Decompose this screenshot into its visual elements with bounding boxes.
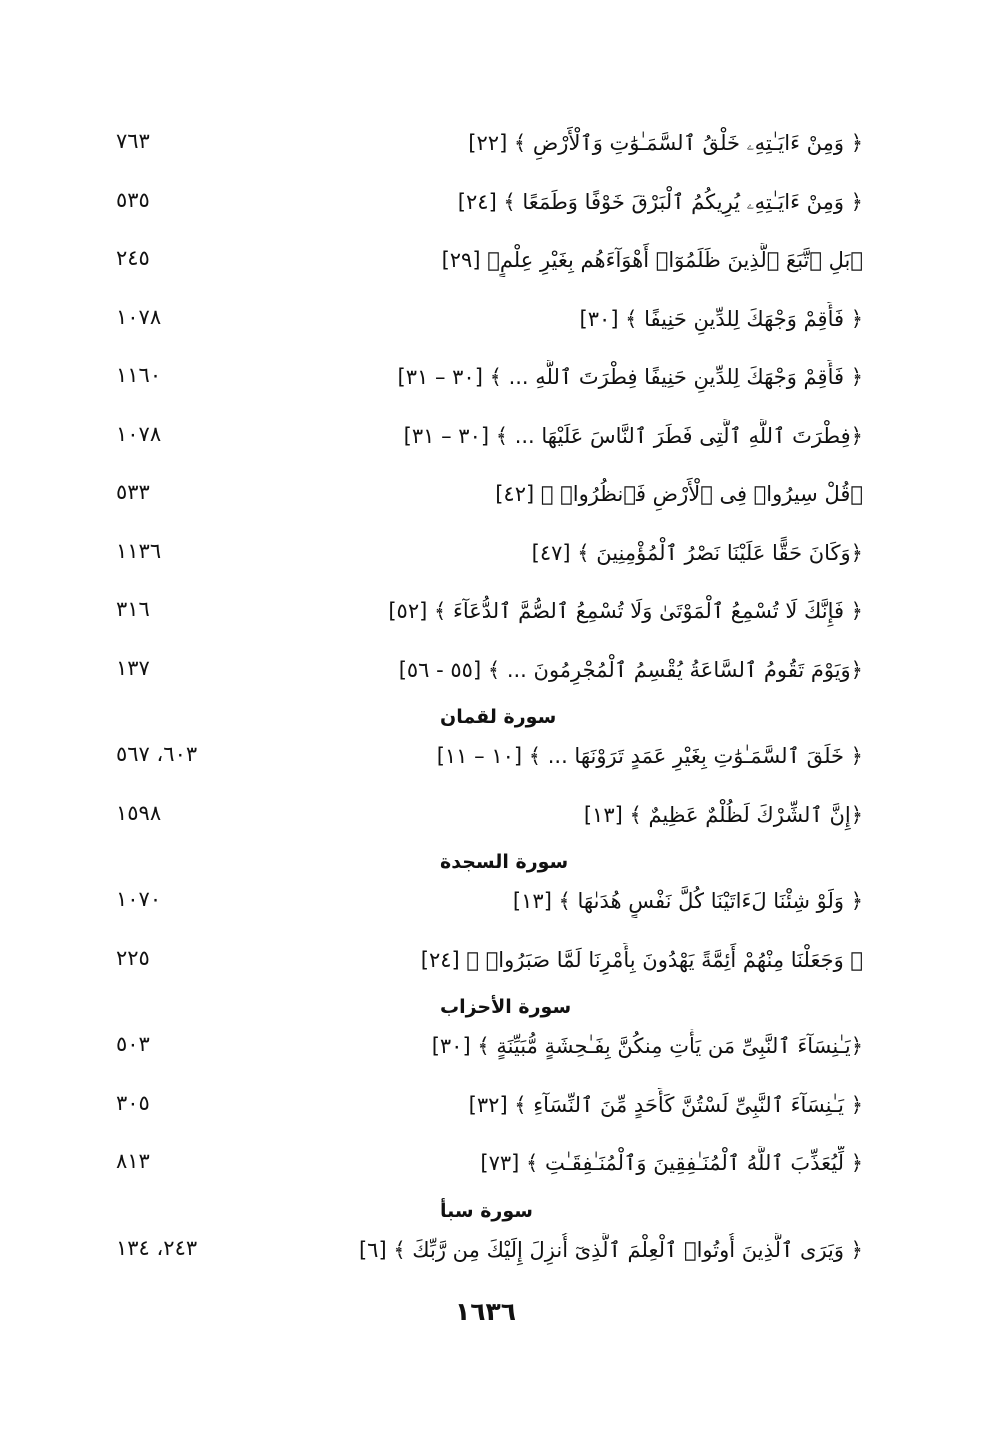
index-entry — [0, 1225, 985, 1284]
surah-heading — [0, 703, 985, 731]
verse-text: ﴿ يَـٰنِسَآءَ ٱلنَّبِىِّ لَسْتُنَّ كَأَحَدٍ مِّنَ ٱلنِّسَآءِ ﴾ [٣٢] — [468, 1092, 863, 1117]
verse-text: ﴿قُلْ سِيرُوا۟ فِى ٱلْأَرْضِ فَٱنظُرُوا۟ ﴾ [٤٢] — [495, 482, 863, 506]
verse-text: ﴿يَـٰنِسَآءَ ٱلنَّبِىِّ مَن يَأْتِ مِنكُنَّ بِفَـٰحِشَةٍ مُّبَيِّنَةٍ ﴾ [٣٠] — [431, 1034, 863, 1058]
verse-text: ﴿بَلِ ٱتَّبَعَ ٱلَّذِينَ ظَلَمُوٓا۟ أَهْوَآءَهُم بِغَيْرِ عِلْمٍ﴾ [٢٩] — [441, 248, 863, 272]
verse-index-list — [0, 118, 985, 1283]
index-entry — [0, 935, 985, 994]
page-reference: ٥٣٥ — [116, 187, 150, 212]
verse-text: ﴿وَيَوْمَ تَقُومُ ٱلسَّاعَةُ يُقْسِمُ ٱلْمُجْرِمُونَ ... ﴾ [٥٥ - ٥٦] — [398, 657, 863, 682]
index-entry — [0, 528, 985, 587]
index-entry — [0, 1138, 985, 1197]
surah-heading — [0, 848, 985, 876]
index-entry — [0, 352, 985, 411]
index-entry — [0, 177, 985, 236]
page-reference: ٥٠٣ — [116, 1032, 150, 1056]
surah-title: سورة لقمان — [440, 706, 557, 728]
verse-text: ﴿ وَيَرَى ٱلَّذِينَ أُوتُوا۟ ٱلْعِلْمَ ٱلَّذِىٓ أُنزِلَ إِلَيْكَ مِن رَّبِّكَ ﴾ [٦] — [358, 1237, 863, 1262]
index-entry — [0, 235, 985, 294]
index-entry — [0, 1021, 985, 1080]
index-entry — [0, 645, 985, 704]
page-reference: ٧٦٣ — [116, 129, 150, 153]
verse-text: ﴿ وَمِنْ ءَايَـٰتِهِۦ خَلْقُ ٱلسَّمَـٰوَٰتِ وَٱلْأَرْضِ ﴾ [٢٢] — [468, 131, 863, 155]
surah-heading — [0, 1197, 985, 1225]
index-entry — [0, 586, 985, 645]
surah-title: سورة الأحزاب — [440, 996, 572, 1018]
index-entry — [0, 469, 985, 528]
page-reference: ٢٤٥ — [116, 246, 150, 270]
verse-text: ﴿ لِّيُعَذِّبَ ٱللَّهُ ٱلْمُنَـٰفِقِينَ وَٱلْمُنَـٰفِقَـٰتِ ﴾ [٧٣] — [480, 1151, 863, 1175]
index-entry — [0, 790, 985, 849]
page-number: ١٦٣٦ — [455, 1297, 517, 1326]
page-reference: ٦٠٣، ٥٦٧ — [116, 742, 198, 766]
surah-heading — [0, 993, 985, 1021]
page-reference: ١١٦٠ — [116, 363, 162, 387]
page-reference: ١٠٧٠ — [116, 887, 162, 911]
index-entry — [0, 1080, 985, 1139]
page-reference: ٢٢٥ — [116, 945, 150, 970]
verse-text: ﴿إِنَّ ٱلشِّرْكَ لَظُلْمٌ عَظِيمٌ ﴾ [١٣] — [583, 802, 863, 827]
verse-text: ﴿ فَأَقِمْ وَجْهَكَ لِلدِّينِ حَنِيفًا ﴾ [٣٠] — [579, 306, 863, 331]
verse-text: ﴿ وَمِنْ ءَايَـٰتِهِۦ يُرِيكُمُ ٱلْبَرْقَ خَوْفًا وَطَمَعًا ﴾ [٢٤] — [457, 189, 863, 214]
page-reference: ٣١٦ — [116, 597, 150, 621]
verse-text: ﴿وَكَانَ حَقًّا عَلَيْنَا نَصْرُ ٱلْمُؤْمِنِينَ ﴾ [٤٧] — [531, 540, 863, 565]
page-reference: ١٣٧ — [116, 655, 150, 680]
page-reference: ١١٣٦ — [116, 538, 162, 563]
index-entry — [0, 876, 985, 935]
verse-text: ﴿فِطْرَتَ ٱللَّهِ ٱلَّتِى فَطَرَ ٱلنَّاسَ عَلَيْهَا ... ﴾ [٣٠ – ٣١] — [403, 423, 863, 448]
page-reference: ٢٤٣، ١٣٤ — [116, 1235, 198, 1260]
verse-text: ﴿ خَلَقَ ٱلسَّمَـٰوَٰتِ بِغَيْرِ عَمَدٍ تَرَوْنَهَا ... ﴾ [١٠ – ١١] — [436, 744, 863, 768]
page-reference: ٥٣٣ — [116, 480, 150, 504]
surah-title: سورة سبأ — [440, 1199, 533, 1222]
page-reference: ٨١٣ — [116, 1149, 150, 1173]
verse-text: ﴿ فَأَقِمْ وَجْهَكَ لِلدِّينِ حَنِيفًا فِطْرَتَ ٱللَّهِ ... ﴾ [٣٠ – ٣١] — [397, 365, 863, 389]
verse-text: ﴿ فَإِنَّكَ لَا تُسْمِعُ ٱلْمَوْتَىٰ وَلَا تُسْمِعُ ٱلصُّمَّ ٱلدُّعَآءَ ﴾ [٥٢] — [388, 599, 863, 623]
page-reference: ١٠٧٨ — [116, 421, 162, 446]
page-reference: ١٠٧٨ — [116, 304, 162, 329]
index-entry — [0, 294, 985, 353]
index-entry — [0, 118, 985, 177]
verse-text: ﴿ وَلَوْ شِئْنَا لَءَاتَيْنَا كُلَّ نَفْسٍ هُدَىٰهَا ﴾ [١٣] — [512, 889, 863, 913]
verse-text: ﴿ وَجَعَلْنَا مِنْهُمْ أَئِمَّةً يَهْدُونَ بِأَمْرِنَا لَمَّا صَبَرُوا۟ ﴾ [٢٤] — [420, 947, 863, 972]
index-entry — [0, 731, 985, 790]
page-reference: ٣٠٥ — [116, 1090, 150, 1115]
index-entry — [0, 411, 985, 470]
surah-title: سورة السجدة — [440, 851, 569, 873]
page-reference: ١٥٩٨ — [116, 800, 162, 825]
